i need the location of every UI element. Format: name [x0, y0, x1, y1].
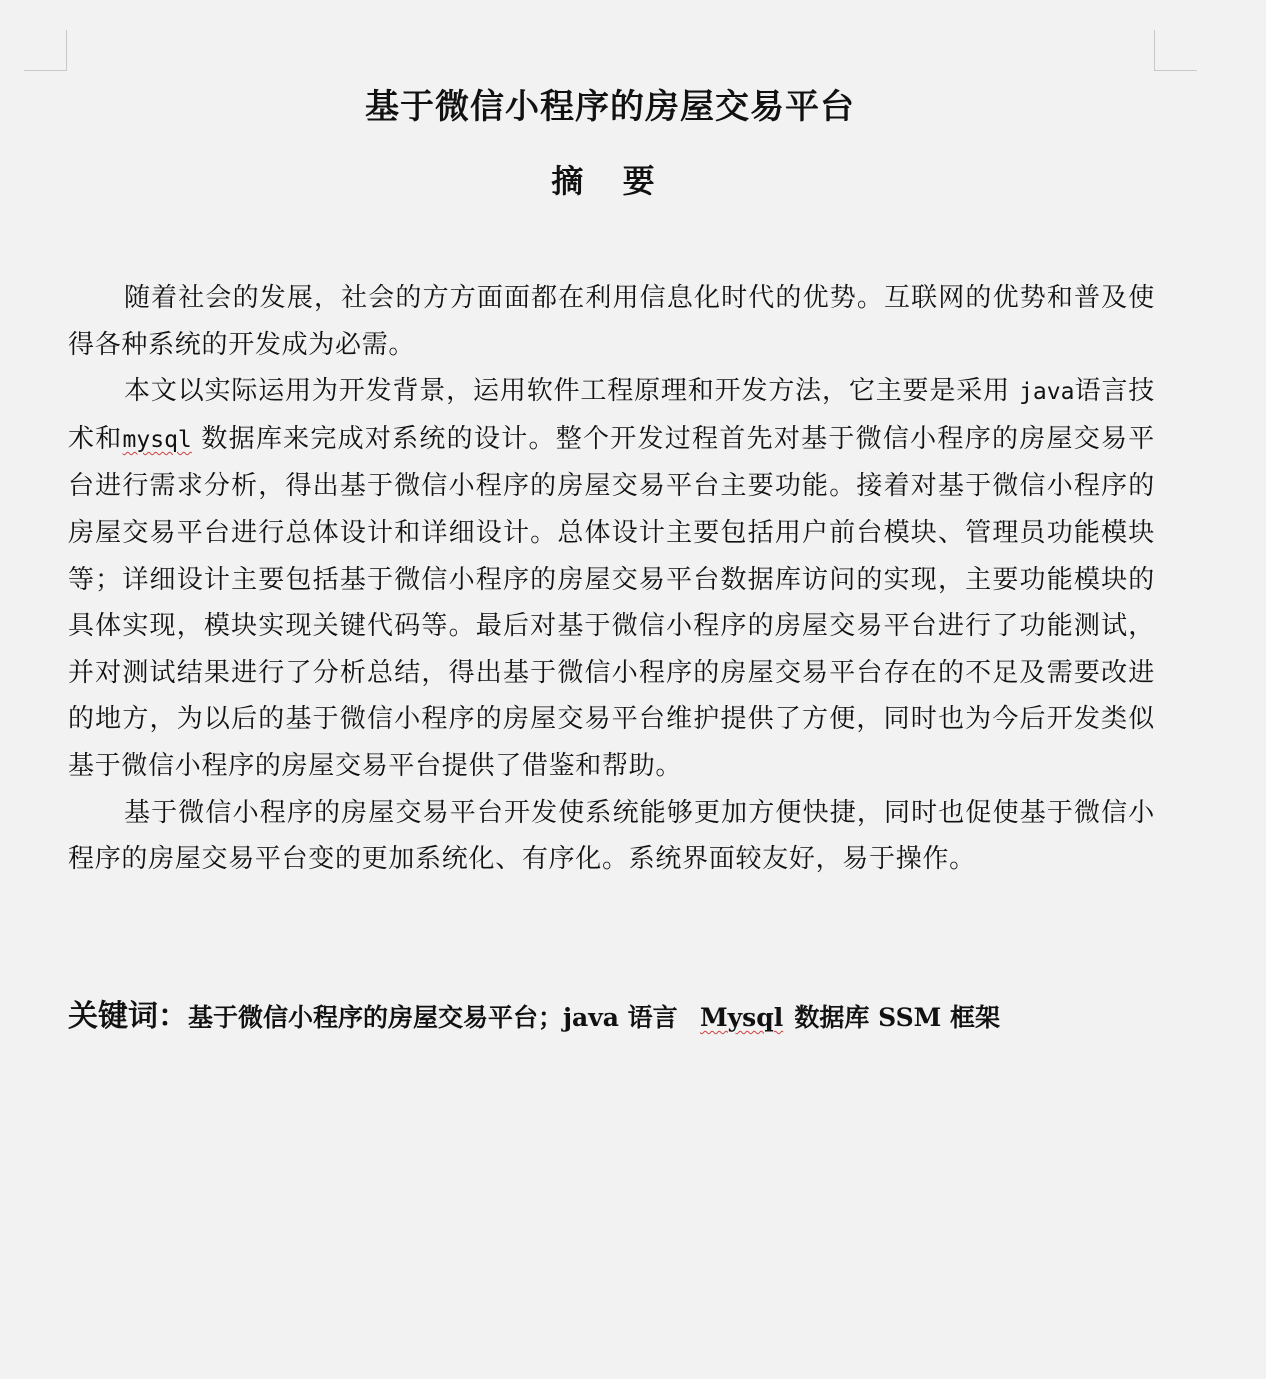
- paragraph-2-text-a: 本文以实际运用为开发背景，运用软件工程原理和开发方法，它主要是采用: [124, 376, 1010, 407]
- abstract-paragraph-3: 基于微信小程序的房屋交易平台开发使系统能够更加方便快捷，同时也促使基于微信小程序的房屋交易平台变的更加系统化、有序化。系统界面较友好，易于操作。: [68, 797, 1155, 875]
- document-title: 基于微信小程序的房屋交易平台: [365, 87, 855, 127]
- keywords-text-b: 数据库 SSM 框架: [794, 1003, 1001, 1032]
- abstract-body: [68, 275, 1155, 883]
- abstract-paragraph-1: 随着社会的发展，社会的方方面面都在利用信息化时代的优势。互联网的优势和普及使得各种系统的开发成为必需。: [68, 283, 1155, 360]
- page-corner-mark-top-right: [1154, 30, 1197, 71]
- abstract-heading: 摘 要: [551, 162, 669, 200]
- paragraph-2-text-b: 语言技术和: [68, 376, 1155, 454]
- abstract-paragraph-2: [68, 368, 1155, 789]
- keywords-text-a: 基于微信小程序的房屋交易平台；java 语言: [188, 1003, 678, 1032]
- paragraph-2-text-c: 数据库来完成对系统的设计。整个开发过程首先对基于微信小程序的房屋交易平台进行需求分析，得出基于微信小程序的房屋交易平台主要功能。接着对基于微信小程序的房屋交易平台进行总体设计和详细设计。总体设计主要包括用户前台模块、管理员功能模块等；详细设计主要包括基于微信小程序的房屋交易平台数据库访问的实现，主要功能模块的具体实现，模块实现关键代码等。最后对基于微信小程序的房屋交易平台进行了功能测试，并对测试结果进行了分析总结，得出基于微信小程序的房屋交易平台存在的不足及需要改进的地方，为以后的基于微信小程序的房屋交易平台维护提供了方便，同时也为今后开发类似基于微信小程序的房屋交易平台提供了借鉴和帮助。: [68, 423, 1155, 781]
- keywords-line: [68, 994, 1168, 1044]
- term-mysql-spellcheck: mysql: [122, 426, 192, 453]
- keywords-label: 关键词：: [68, 999, 188, 1034]
- keyword-mysql-spellcheck: Mysql: [699, 1003, 784, 1032]
- page-corner-mark-top-left: [24, 30, 67, 71]
- term-java: java: [1019, 379, 1075, 406]
